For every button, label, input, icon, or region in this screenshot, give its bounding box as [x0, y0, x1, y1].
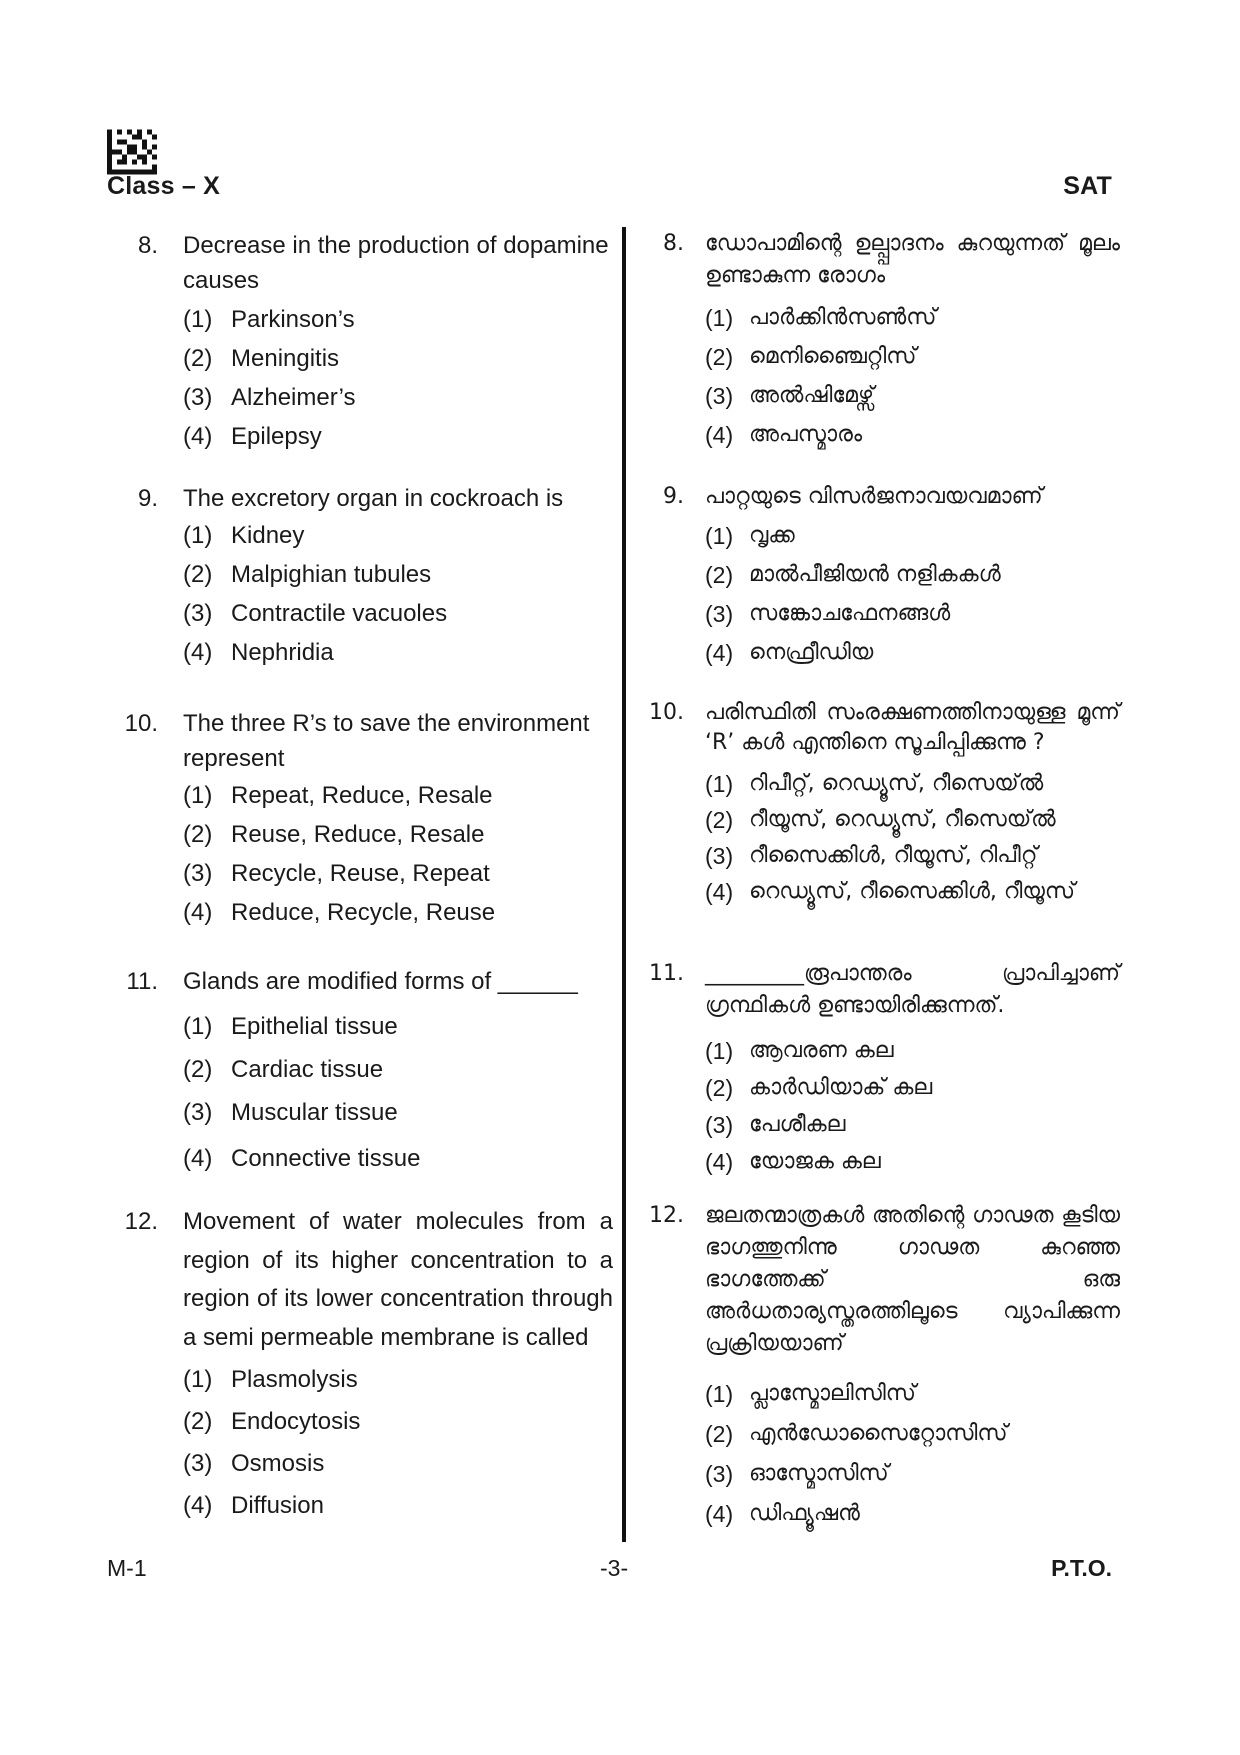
question-12-en: [118, 1203, 613, 1527]
option-1: (1) പ്ലാസ്മോലിസിസ്: [705, 1381, 916, 1407]
question-number: 9.: [663, 484, 684, 509]
option-1: (1) പാർക്കിൻസൺസ്: [705, 304, 937, 331]
question-text: പരിസ്ഥിതി സംരക്ഷണത്തിനായുള്ള മൂന്ന് ‘R’ കൾ എന്തിനെ സൂചിപ്പിക്കുന്നു ?: [705, 700, 1120, 755]
option-3: (3) സങ്കോചഫേനങ്ങൾ: [705, 600, 951, 627]
question-number: 9.: [137, 485, 158, 512]
question-number: 10.: [649, 700, 684, 725]
option-3: (3) അൽഷിമേഴ്സ്: [705, 382, 875, 409]
option-1: (1) ആവരണ കല: [705, 1037, 894, 1064]
question-number: 8.: [663, 231, 684, 256]
question-12-ml: [640, 1200, 1120, 1534]
question-10-en: [118, 706, 613, 932]
question-text: ജലതന്മാത്രകൾ അതിന്റെ ഗാഢത കൂടിയ ഭാഗത്തുനിന്നു ഗാഢത കുറഞ്ഞ ഭാഗത്തേക്ക് ഒരു അർധതാര്യസ്തരത്തിലൂടെ വ്യാപിക്കുന്ന പ്രക്രിയയാണ്: [705, 1203, 1120, 1356]
question-text: Movement of water molecules from a region of its higher concentration to a region of its lower concentration through a semi permeable membrane is called: [183, 1208, 613, 1351]
option-1: (1) Parkinson’s: [183, 306, 355, 333]
question-text: ഡോപാമിന്റെ ഉല്പ്പാദനം കുറയുന്നത് മൂലം ഉണ്ടാകുന്ന രോഗം: [705, 231, 1120, 288]
question-number: 8.: [137, 232, 158, 259]
option-1: (1) Plasmolysis: [183, 1365, 358, 1393]
option-3: (3) Contractile vacuoles: [183, 600, 448, 627]
question-number: 11.: [649, 961, 684, 986]
question-10-ml: [640, 698, 1120, 910]
option-1: (1) റിപീറ്റ്, റെഡ്യൂസ്, റീസെയ്ൽ: [705, 771, 1044, 797]
question-8-ml: [640, 228, 1120, 454]
option-2: (2) മെനിഞ്ചൈറ്റിസ്: [705, 343, 917, 370]
option-3: (3) Alzheimer’s: [183, 384, 356, 411]
question-text: പാറ്റയുടെ വിസർജനാവയവമാണ്: [705, 484, 1043, 509]
option-4: (4) നെഫ്രീഡിയ: [705, 639, 874, 666]
option-4: (4) ഡിഫ്യൂഷൻ: [705, 1501, 860, 1527]
option-1: (1) വൃക്ക: [705, 522, 795, 549]
question-number: 11.: [126, 968, 158, 995]
option-4: (4) അപസ്മാരം: [705, 421, 863, 448]
page-number: -3-: [600, 1555, 629, 1581]
option-2: (2) റീയൂസ്, റെഡ്യൂസ്, റീസെയ്ൽ: [705, 807, 1056, 833]
option-4: (4) Nephridia: [183, 639, 334, 666]
column-divider: [622, 227, 626, 1542]
question-text: The three R’s to save the environment represent: [183, 710, 590, 772]
question-9-ml: [640, 481, 1120, 672]
option-4: (4) യോജക കല: [705, 1148, 881, 1175]
option-2: (2) Malpighian tubules: [183, 561, 432, 588]
question-text: The excretory organ in cockroach is: [183, 485, 564, 512]
question-number: 10.: [124, 710, 158, 737]
option-4: (4) Diffusion: [183, 1491, 324, 1519]
question-11-en: [118, 964, 613, 1182]
option-2: (2) എൻഡോസൈറ്റോസിസ്: [705, 1421, 1008, 1447]
class-label: Class – X: [107, 172, 220, 200]
question-text: _________രൂപാന്തരം പ്രാപിച്ചാണ് ഗ്രന്ഥികൾ ഉണ്ടായിരിക്കുന്നത്.: [705, 961, 1120, 1018]
option-4: (4) Connective tissue: [183, 1144, 421, 1172]
option-3: (3) പേശീകല: [705, 1111, 846, 1138]
question-9-en: [118, 481, 613, 672]
option-3: (3) Osmosis: [183, 1449, 325, 1477]
option-3: (3) റീസൈക്കിൾ, റീയൂസ്, റിപീറ്റ്: [705, 843, 1038, 869]
option-2: (2) Meningitis: [183, 345, 340, 372]
option-1: (1) Epithelial tissue: [183, 1013, 398, 1040]
option-4: (4) Reduce, Recycle, Reuse: [183, 899, 496, 926]
option-2: (2) മാൽപീജിയൻ നളികകൾ: [705, 561, 1001, 588]
option-4: (4) റെഡ്യൂസ്, റീസൈക്കിൾ, റീയൂസ്: [705, 879, 1076, 905]
question-number: 12.: [649, 1203, 684, 1228]
option-3: (3) Recycle, Reuse, Repeat: [183, 860, 490, 887]
question-11-ml: [640, 958, 1120, 1180]
option-1: (1) Kidney: [183, 522, 305, 549]
qr-code: [107, 129, 157, 175]
option-2: (2) Reuse, Reduce, Resale: [183, 821, 485, 848]
question-text: Decrease in the production of dopamine causes: [183, 232, 609, 294]
question-number: 12.: [124, 1208, 158, 1235]
exam-label: SAT: [1063, 172, 1112, 200]
option-3: (3) ഓസ്മോസിസ്: [705, 1461, 889, 1487]
option-2: (2) Cardiac tissue: [183, 1056, 384, 1083]
option-2: (2) കാർഡിയാക് കല: [705, 1074, 933, 1101]
paper-code: M-1: [107, 1555, 147, 1581]
option-1: (1) Repeat, Reduce, Resale: [183, 782, 493, 809]
option-4: (4) Epilepsy: [183, 423, 322, 450]
question-8-en: [118, 228, 613, 456]
option-3: (3) Muscular tissue: [183, 1099, 398, 1126]
question-text: Glands are modified forms of ______: [183, 968, 578, 995]
please-turn-over: P.T.O.: [1051, 1555, 1112, 1581]
option-2: (2) Endocytosis: [183, 1407, 361, 1435]
